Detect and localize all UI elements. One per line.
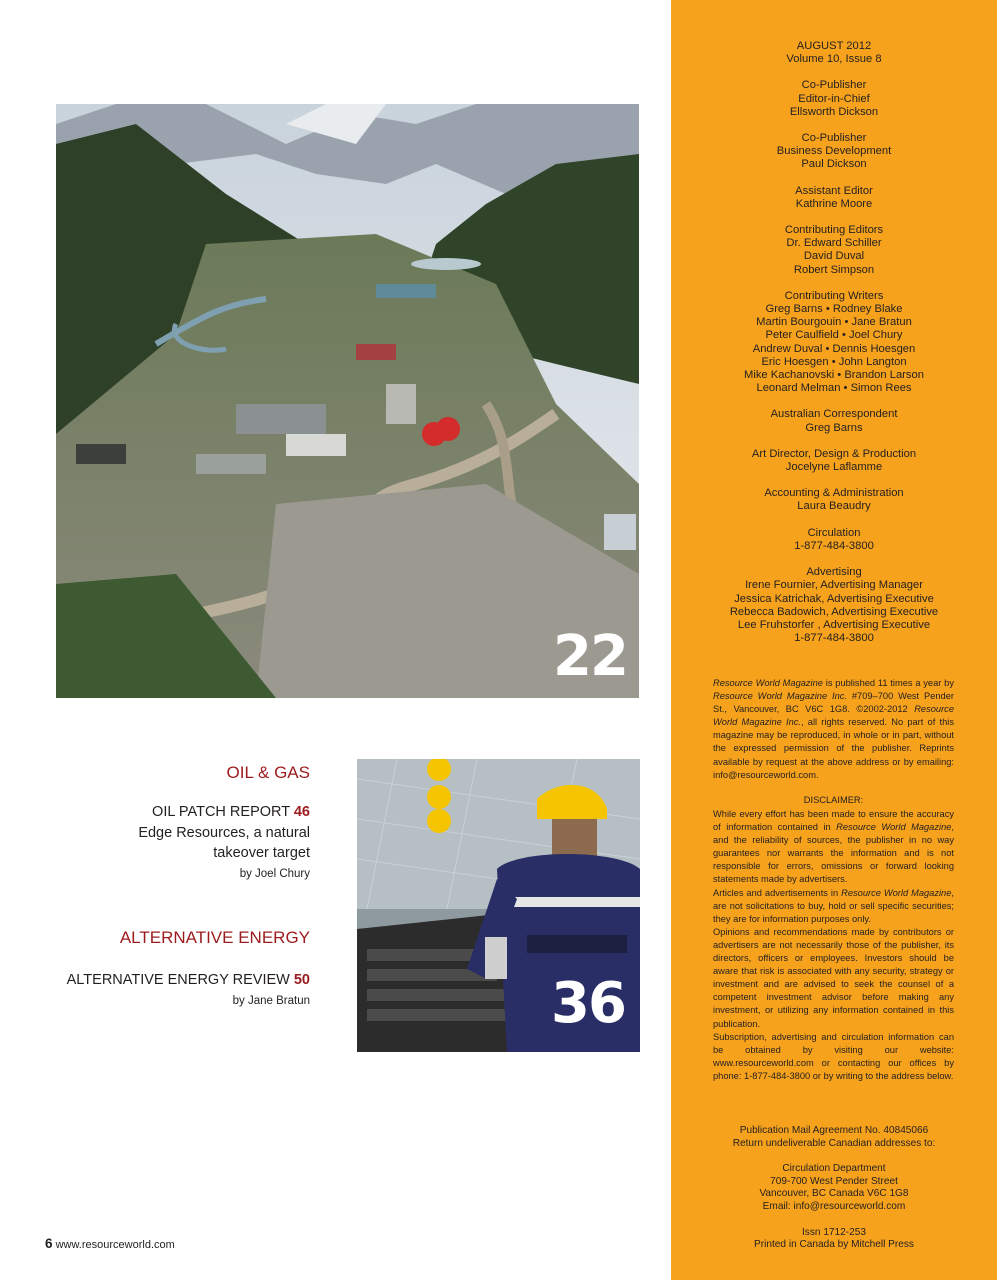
masthead-line: Volume 10, Issue 8 xyxy=(786,53,882,66)
masthead-role: Co-Publisher xyxy=(801,79,867,92)
masthead-role: Co-Publisher xyxy=(801,132,867,145)
footer-line: Publication Mail Agreement No. 40845066 xyxy=(739,1125,929,1136)
magazine-name: Resource World Magazine xyxy=(836,822,952,833)
masthead-line: Leonard Melman • Simon Rees xyxy=(756,382,912,395)
masthead-group xyxy=(671,79,997,119)
masthead-role: Contributing Editors xyxy=(784,224,884,237)
disclaimer-body xyxy=(713,808,954,1083)
masthead-line: David Duval xyxy=(803,250,865,263)
masthead-line: Eric Hoesgen • John Langton xyxy=(761,355,907,368)
masthead-group xyxy=(671,487,997,513)
masthead-role: Accounting & Administration xyxy=(764,487,904,500)
notice-text: #709–700 West Pender St., Vancouver, BC V6C 1G8. ©2002-2012 xyxy=(713,691,954,715)
toc-entry-alternative-energy[interactable] xyxy=(67,970,310,1011)
section-heading-alternative-energy: ALTERNATIVE ENERGY xyxy=(119,928,310,947)
footer-line: Printed in Canada by Mitchell Press xyxy=(754,1239,914,1251)
toc-subtitle: Edge Resources, a natural xyxy=(138,824,310,841)
notice-text: is published 11 times a year by xyxy=(822,678,954,688)
publication-notice xyxy=(713,677,954,782)
masthead-role: AUGUST 2012 xyxy=(796,40,872,52)
toc-byline: by Jane Bratun xyxy=(232,994,310,1007)
footer-line: Issn 1712-253 xyxy=(802,1226,866,1238)
folio-url[interactable]: www.resourceworld.com xyxy=(55,1239,175,1251)
footer-group xyxy=(671,1227,997,1252)
section-heading-oil-gas: OIL & GAS xyxy=(226,763,310,782)
disclaimer-text: While every effort has been made to ensure the accuracy of information contained in xyxy=(713,809,954,833)
toc-byline: by Joel Chury xyxy=(239,867,310,880)
masthead-line: 1-877-484-3800 xyxy=(794,632,874,645)
masthead-role: Circulation xyxy=(807,526,861,539)
article-page-number: 36 xyxy=(551,971,625,1036)
masthead-line: Greg Barns xyxy=(805,421,863,434)
masthead-line: Paul Dickson xyxy=(801,158,867,171)
masthead-line: Laura Beaudry xyxy=(797,500,871,513)
mine-valley-illustration xyxy=(56,104,639,698)
masthead-role: Assistant Editor xyxy=(795,184,873,197)
masthead-line: Peter Caulfield • Joel Chury xyxy=(765,329,903,342)
masthead-line: Mike Kachanovski • Brandon Larson xyxy=(744,369,924,382)
footer-line: Email: info@resourceworld.com xyxy=(762,1200,906,1212)
footer-line: 709-700 West Pender Street xyxy=(770,1175,898,1187)
masthead-group xyxy=(671,40,997,66)
toc-entry-oil-patch[interactable] xyxy=(138,802,310,884)
masthead-group xyxy=(671,527,997,553)
masthead-role: Contributing Writers xyxy=(784,289,884,302)
masthead-group xyxy=(671,408,997,434)
masthead xyxy=(671,40,997,658)
toc-page-number: 46 xyxy=(293,804,310,820)
footer-line: Return undeliverable Canadian addresses to: xyxy=(732,1137,936,1149)
disclaimer-text: , are not solicitations to buy, hold or sell specific securities; they are for information purposes only. xyxy=(713,887,954,924)
masthead-line: Dr. Edward Schiller xyxy=(786,237,882,250)
magazine-inc: Resource World Magazine Inc. xyxy=(713,691,847,702)
masthead-group xyxy=(671,224,997,277)
disclaimer-text: Articles and advertisements in xyxy=(713,887,842,898)
masthead-role: Australian Correspondent xyxy=(770,408,898,421)
masthead-line: Lee Fruhstorfer , Advertising Executive xyxy=(737,618,931,631)
masthead-group xyxy=(671,566,997,645)
toc-title: OIL PATCH REPORT 46 xyxy=(152,804,310,820)
article-page-number: 22 xyxy=(553,624,627,689)
masthead-group xyxy=(671,290,997,396)
toc-title: ALTERNATIVE ENERGY REVIEW 50 xyxy=(66,972,310,988)
masthead-line: Business Development xyxy=(776,145,892,158)
masthead-line: Jocelyne Laflamme xyxy=(785,461,883,474)
masthead-role: Advertising xyxy=(806,566,862,579)
masthead-line: Kathrine Moore xyxy=(795,197,873,210)
disclaimer-text: , and the reliability of sources, the publisher in no way guarantees nor warrants the information and is not responsible for errors, omissions or forward looking statements made by advertisers. xyxy=(713,822,955,885)
masthead-group xyxy=(671,185,997,211)
folio xyxy=(45,1236,175,1251)
notice-text: , all rights reserved. No part of this magazine may be reproduced, in whole or in part, without the expressed permission of the publisher. Reprints available by request at the above address or by emailing: info@resourceworld.com. xyxy=(713,717,954,780)
magazine-name: Resource World Magazine xyxy=(713,678,823,688)
masthead-role: Art Director, Design & Production xyxy=(751,447,917,460)
magazine-inc: Resource World Magazine Inc. xyxy=(713,704,954,728)
footer-group xyxy=(671,1163,997,1213)
disclaimer-text: Subscription, advertising and circulation information can be obtained by visiting our website: www.resourceworld.com or contacting our offices by phone: 1-877-484-3800 or by writing to the address below. xyxy=(713,1031,954,1081)
masthead-group xyxy=(671,448,997,474)
disclaimer-text: Opinions and recommendations made by contributors or advertisers are not necessarily those of the publisher, its directors, officers or employees. Investors should be aware that risk is associated with any security, strategy or investment and are advised to seek the counsel of a competent investment advisor before making any investment, or utilizing any information contained in this publication. xyxy=(713,926,954,1029)
masthead-line: Ellsworth Dickson xyxy=(789,105,879,118)
masthead-line: Rebecca Badowich, Advertising Executive xyxy=(729,605,939,618)
masthead-line: Jessica Katrichak, Advertising Executive xyxy=(734,592,934,605)
footer-group xyxy=(671,1125,997,1150)
masthead-line: Andrew Duval • Dennis Hoesgen xyxy=(752,342,916,355)
toc-page-number: 50 xyxy=(293,972,310,988)
publication-footer xyxy=(671,1125,997,1265)
disclaimer-title: DISCLAIMER: xyxy=(803,795,864,805)
footer-line: Circulation Department xyxy=(782,1163,886,1175)
worker-core-samples-photo[interactable] xyxy=(357,759,640,1052)
masthead-line: Editor-in-Chief xyxy=(798,92,870,105)
toc-subtitle: takeover target xyxy=(213,845,310,861)
masthead-line: Robert Simpson xyxy=(793,263,875,276)
footer-line: Vancouver, BC Canada V6C 1G8 xyxy=(759,1188,909,1200)
masthead-group xyxy=(671,132,997,172)
masthead-line: Irene Fournier, Advertising Manager xyxy=(745,579,923,592)
masthead-line: 1-877-484-3800 xyxy=(794,539,874,552)
magazine-name: Resource World Magazine xyxy=(841,887,952,898)
mine-valley-photo[interactable] xyxy=(56,104,639,698)
folio-page-number: 6 xyxy=(45,1236,53,1251)
masthead-line: Greg Barns • Rodney Blake xyxy=(765,303,903,316)
masthead-line: Martin Bourgouin • Jane Bratun xyxy=(756,316,912,329)
